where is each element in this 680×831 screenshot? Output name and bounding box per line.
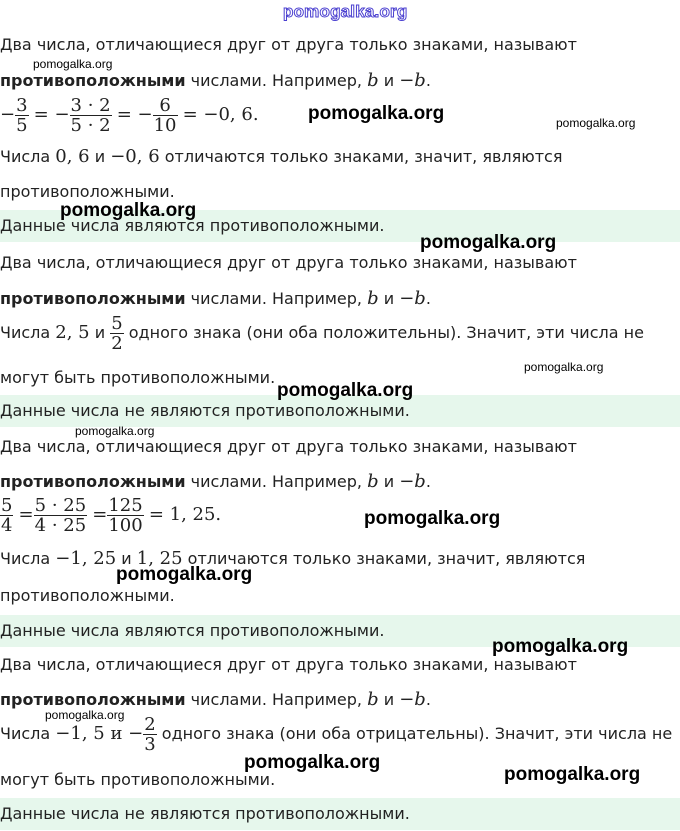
- answer-text: Данные числа не являются противоположными.: [0, 401, 410, 420]
- watermark: pomogalka.org: [492, 636, 629, 657]
- fraction-equation: − $\frac{3}{5}$ = − $\frac{3 \cdot 2}{5 \cdot 2}$ = − $\frac{6}{10}$ = −0, 6.: [0, 95, 259, 136]
- explanation-line: Числа 2, 5 и $\frac{5}{2}$ одного знака (они оба положительны). Значит, эти числа не: [0, 313, 644, 354]
- fraction: $\frac{5}{2}$: [111, 313, 123, 354]
- answer-text: Данные числа являются противоположными.: [0, 621, 385, 640]
- explanation-line: противоположными.: [0, 182, 175, 201]
- watermark: pomogalka.org: [504, 764, 641, 785]
- watermark: pomogalka.org: [244, 752, 381, 773]
- answer-text: Данные числа не являются противоположными.: [0, 804, 410, 823]
- fraction: $\frac{2}{3}$: [144, 714, 156, 755]
- watermark: pomogalka.org: [308, 103, 445, 124]
- definition-line: Два числа, отличающиеся друг от друга только знаками, называют: [0, 437, 577, 456]
- watermark: pomogalka.org: [45, 708, 125, 722]
- fraction-equation: $\frac{5}{4}$ = $\frac{5 \cdot 25}{4 \cdot 25}$ = $\frac{125}{100}$ = 1, 25.: [1, 495, 222, 536]
- definition-example: противоположными числами. Например, b и −b.: [0, 689, 431, 710]
- explanation-line: Числа 0, 6 и −0, 6 отличаются только знаками, значит, являются: [0, 146, 563, 167]
- answer-box: [0, 798, 680, 830]
- explanation-line: Числа −1, 5 и − $\frac{2}{3}$ одного знака (они оба отрицательны). Значит, эти числа не: [0, 714, 673, 755]
- definition-example: противоположными числами. Например, b и −b.: [0, 288, 431, 309]
- definition-line: Два числа, отличающиеся друг от друга только знаками, называют: [0, 253, 577, 272]
- watermark: pomogalka.org: [60, 200, 197, 221]
- definition-example: противоположными числами. Например, b и −b.: [0, 471, 431, 492]
- explanation-line: могут быть противоположными.: [0, 770, 276, 789]
- fraction: $\frac{125}{100}$: [108, 495, 143, 536]
- watermark: pomogalka.org: [116, 564, 253, 585]
- fraction: $\frac{6}{10}$: [153, 95, 177, 136]
- fraction: $\frac{5}{4}$: [1, 495, 13, 536]
- watermark: pomogalka.org: [420, 232, 557, 253]
- watermark: pomogalka.org: [75, 424, 155, 438]
- header-watermark: pomogalka.org: [283, 2, 408, 21]
- fraction: $\frac{3}{5}$: [16, 95, 28, 136]
- definition-line: Два числа, отличающиеся друг от друга только знаками, называют: [0, 655, 577, 674]
- fraction: $\frac{3 \cdot 2}{5 \cdot 2}$: [70, 95, 111, 136]
- definition-example: противоположными числами. Например, b и −b.: [0, 70, 431, 91]
- fraction: $\frac{5 \cdot 25}{4 \cdot 25}$: [34, 495, 87, 536]
- explanation-line: могут быть противоположными.: [0, 368, 276, 387]
- definition-line: Два числа, отличающиеся друг от друга только знаками, называют: [0, 35, 577, 54]
- answer-text: Данные числа являются противоположными.: [0, 216, 385, 235]
- watermark: pomogalka.org: [524, 360, 604, 374]
- watermark: pomogalka.org: [556, 116, 636, 130]
- watermark: pomogalka.org: [33, 57, 113, 71]
- watermark: pomogalka.org: [364, 508, 501, 529]
- watermark: pomogalka.org: [277, 380, 414, 401]
- explanation-line: противоположными.: [0, 586, 175, 605]
- explanation-line: Числа −1, 25 и 1, 25 отличаются только знаками, значит, являются: [0, 548, 586, 569]
